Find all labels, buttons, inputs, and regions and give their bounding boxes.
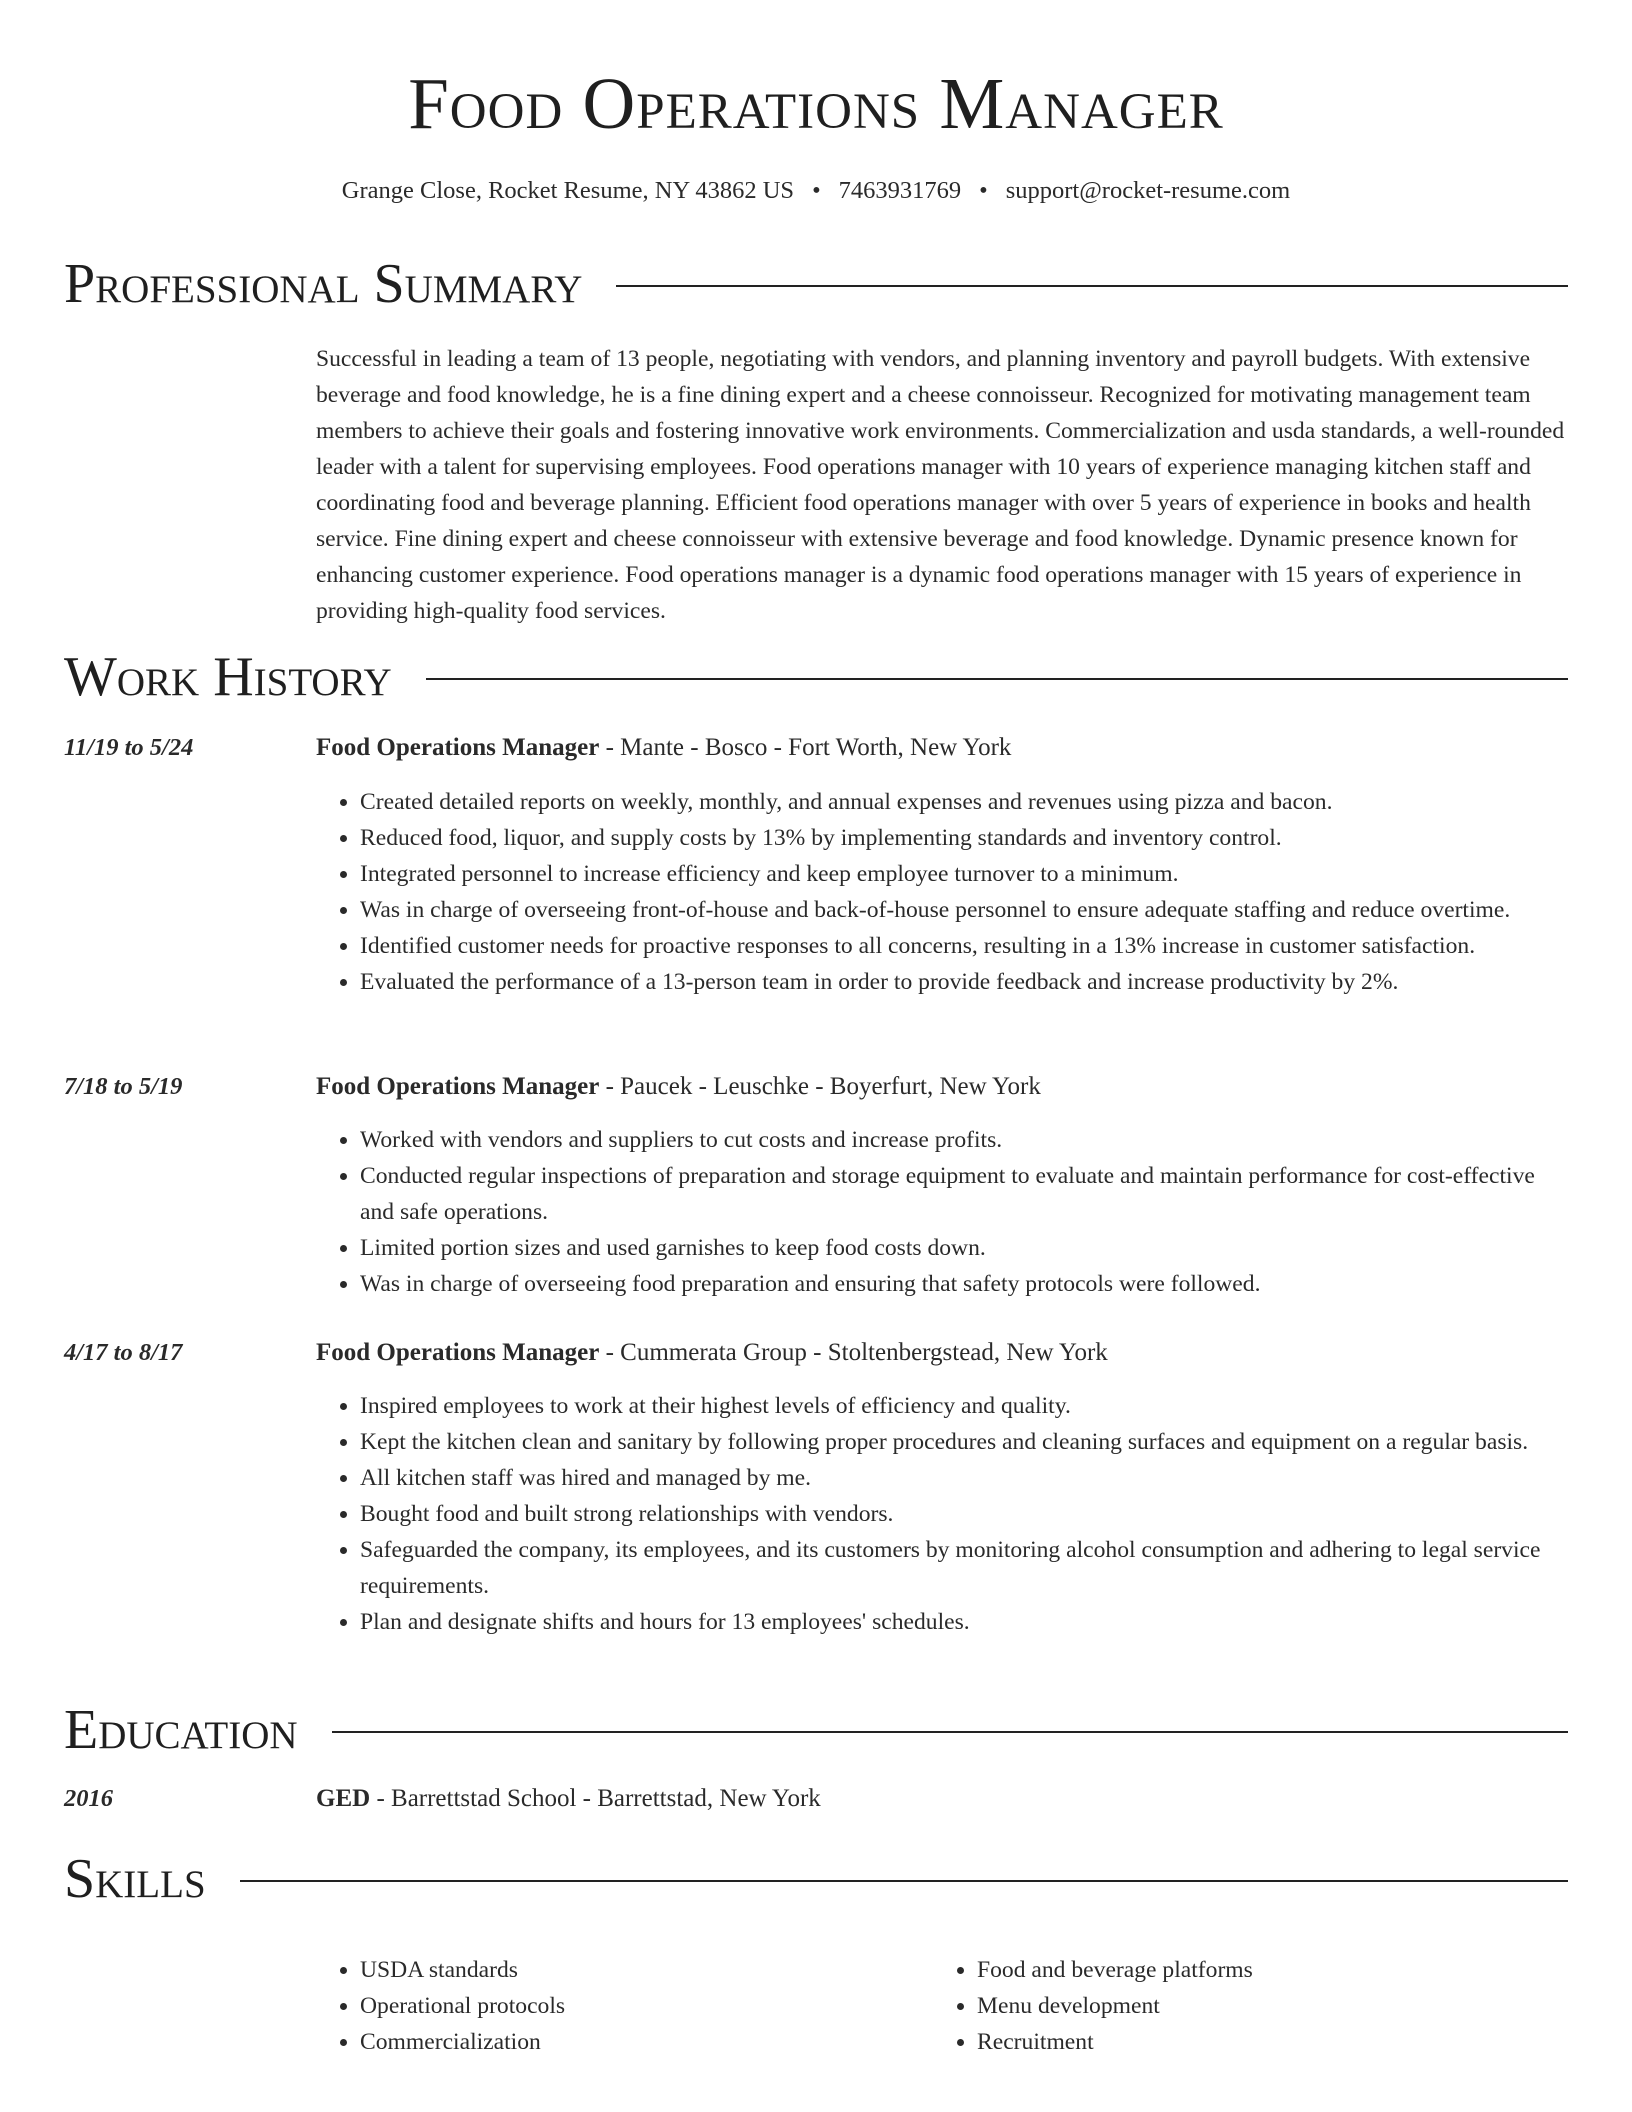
education-section-header xyxy=(64,1698,1568,1762)
skill-item: • Operational protocols xyxy=(360,1988,933,2024)
job-heading xyxy=(316,1071,1568,1103)
contact-separator: • xyxy=(979,177,988,204)
skill-item: • USDA standards xyxy=(360,1952,933,1988)
education-heading xyxy=(316,1783,1568,1815)
list-item: • Created detailed reports on weekly, monthly, and annual expenses and revenues using pizza and bacon. xyxy=(360,784,1568,820)
job-dates: 7/18 to 5/19 xyxy=(64,1073,183,1100)
job-bullets xyxy=(316,1122,1568,1302)
job-heading xyxy=(316,732,1568,764)
summary-section-title: Professional Summary xyxy=(64,253,583,315)
contact-phone: 7463931769 xyxy=(838,177,962,204)
job-bullets xyxy=(316,784,1568,1000)
education-year: 2016 xyxy=(64,1785,113,1812)
list-item: • Evaluated the performance of a 13-person team in order to provide feedback and increase productivity by 2%. xyxy=(360,964,1568,1000)
list-item: • Kept the kitchen clean and sanitary by following proper procedures and cleaning surfaces and equipment on a regular basis. xyxy=(360,1424,1568,1460)
list-item: • Plan and designate shifts and hours for 13 employees' schedules. xyxy=(360,1604,1568,1640)
resume-name: Food Operations Manager xyxy=(408,63,1224,144)
list-item: • All kitchen staff was hired and managed by me. xyxy=(360,1460,1568,1496)
skill-item: • Commercialization xyxy=(360,2024,933,2060)
work-section-header xyxy=(64,645,1568,709)
list-item: • Bought food and built strong relationships with vendors. xyxy=(360,1496,1568,1532)
skills-section-title: Skills xyxy=(64,1848,206,1910)
list-item: • Was in charge of overseeing food preparation and ensuring that safety protocols were followed. xyxy=(360,1266,1568,1302)
contact-email[interactable]: support@rocket-resume.com xyxy=(1005,177,1291,204)
list-item: • Integrated personnel to increase efficiency and keep employee turnover to a minimum. xyxy=(360,856,1568,892)
list-item: • Inspired employees to work at their highest levels of efficiency and quality. xyxy=(360,1388,1568,1424)
contact-address: Grange Close, Rocket Resume, NY 43862 US xyxy=(341,177,795,204)
work-section-title: Work History xyxy=(64,646,392,708)
skills-list-right xyxy=(933,1952,1550,2060)
list-item: • Was in charge of overseeing front-of-house and back-of-house personnel to ensure adequate staffing and reduce overtime. xyxy=(360,892,1568,928)
job-details: - Paucek - Leuschke - Boyerfurt, New York xyxy=(599,1073,1041,1100)
list-item: • Worked with vendors and suppliers to cut costs and increase profits. xyxy=(360,1122,1568,1158)
list-item: • Reduced food, liquor, and supply costs by 13% by implementing standards and inventory control. xyxy=(360,820,1568,856)
job-title: Food Operations Manager xyxy=(316,734,600,761)
job-title: Food Operations Manager xyxy=(316,1073,600,1100)
skills-section-header xyxy=(64,1847,1568,1911)
job-details: - Cummerata Group - Stoltenbergstead, New York xyxy=(599,1339,1108,1366)
contact-line xyxy=(0,176,1632,206)
section-divider xyxy=(332,1731,1568,1733)
job-heading xyxy=(316,1337,1568,1369)
skills-columns xyxy=(316,1952,1568,2060)
job-dates: 4/17 to 8/17 xyxy=(64,1339,183,1366)
skill-item: • Food and beverage platforms xyxy=(977,1952,1550,1988)
job-details: - Mante - Bosco - Fort Worth, New York xyxy=(599,734,1012,761)
summary-section-header xyxy=(64,252,1568,316)
skills-list-left xyxy=(316,1952,933,2060)
job-title: Food Operations Manager xyxy=(316,1339,600,1366)
education-section-title: Education xyxy=(64,1699,298,1761)
job-dates: 11/19 to 5/24 xyxy=(64,734,194,761)
section-divider xyxy=(616,285,1568,287)
section-divider xyxy=(426,678,1568,680)
summary-text: Successful in leading a team of 13 people, negotiating with vendors, and planning inventory and payroll budgets. With extensive beverage and food knowledge, he is a fine dining expert and a cheese connoisseur. Recognized for motivating management team members to achieve their goals and fostering innovative work environments. Commercialization and usda standards, a well-rounded leader with a talent for supervising employees. Food operations manager with 10 years of experience managing kitchen staff and coordinating food and beverage planning. Efficient food operations manager with over 5 years of experience in books and health service. Fine dining expert and cheese connoisseur with extensive beverage and food knowledge. Dynamic presence known for enhancing customer experience. Food operations manager is a dynamic food operations manager with 15 years of experience in providing high-quality food services. xyxy=(316,346,1565,624)
education-degree: GED xyxy=(316,1785,371,1812)
list-item: • Safeguarded the company, its employees, and its customers by monitoring alcohol consumption and adhering to legal service requirements. xyxy=(360,1532,1568,1604)
section-divider xyxy=(240,1880,1568,1882)
education-details: - Barrettstad School - Barrettstad, New York xyxy=(370,1785,821,1812)
job-bullets xyxy=(316,1388,1568,1640)
contact-separator: • xyxy=(812,177,821,204)
skill-item: • Menu development xyxy=(977,1988,1550,2024)
list-item: • Conducted regular inspections of preparation and storage equipment to evaluate and maintain performance for cost-effective and safe operations. xyxy=(360,1158,1568,1230)
list-item: • Limited portion sizes and used garnishes to keep food costs down. xyxy=(360,1230,1568,1266)
skill-item: • Recruitment xyxy=(977,2024,1550,2060)
list-item: • Identified customer needs for proactive responses to all concerns, resulting in a 13% increase in customer satisfaction. xyxy=(360,928,1568,964)
